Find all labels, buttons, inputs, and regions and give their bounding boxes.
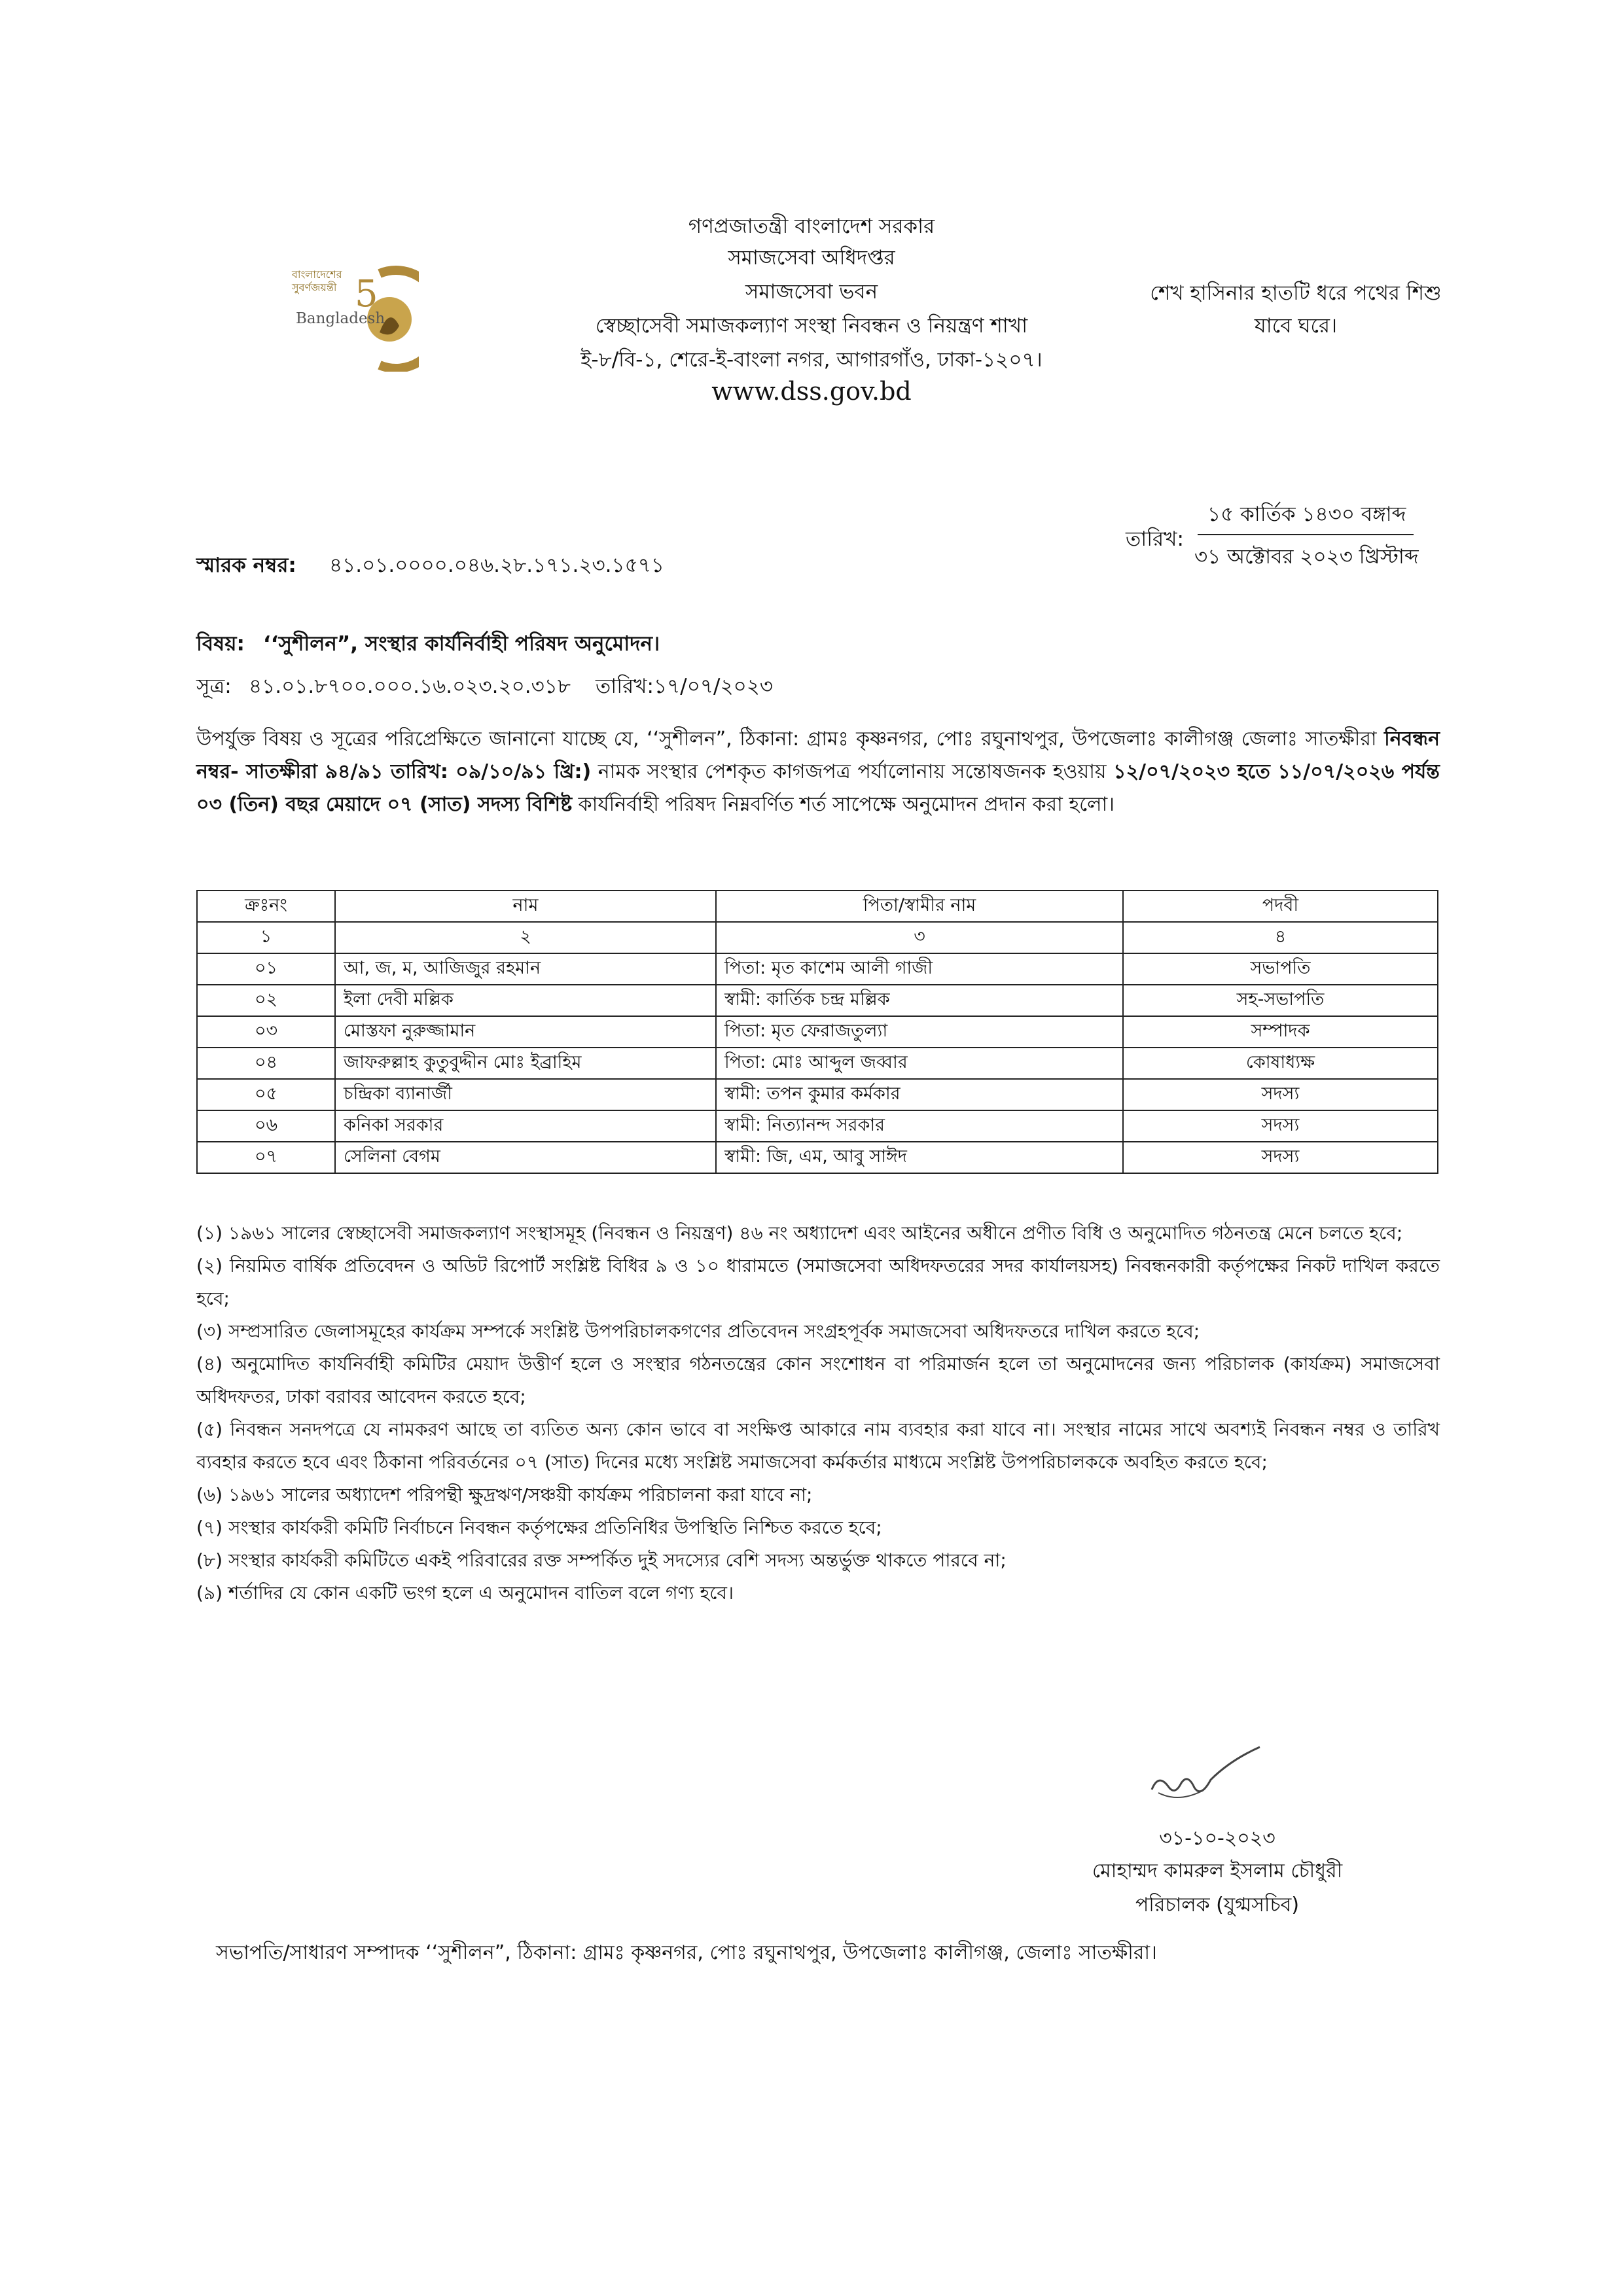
parent-cell: স্বামী: জি, এম, আবু সাঈদ xyxy=(716,1142,1123,1173)
designation-cell: সহ-সভাপতি xyxy=(1123,985,1438,1016)
designation-cell: সভাপতি xyxy=(1123,953,1438,985)
condition-item: (৭) সংস্থার কার্যকরী কমিটি নির্বাচনে নিবন্ধন কর্তৃপক্ষের প্রতিনিধির উপস্থিতি নিশ্চিত করতে হবে; xyxy=(196,1517,882,1538)
parent-cell: পিতা: মৃত কাশেম আলী গাজী xyxy=(716,953,1123,985)
header-branch: স্বেচ্ছাসেবী সমাজকল্যাণ সংস্থা নিবন্ধন ও নিয়ন্ত্রণ শাখা xyxy=(595,314,1028,338)
subject-text: ‘‘সুশীলন”, সংস্থার কার্যনির্বাহী পরিষদ অনুমোদন। xyxy=(263,632,660,656)
numbering-cell: ২ xyxy=(335,922,716,953)
reference-date: তারিখ:১৭/০৭/২০২৩ xyxy=(596,675,774,698)
conditions-list xyxy=(196,1217,1440,1610)
body-part-a: উপর্যুক্ত বিষয় ও সূত্রের পরিপ্রেক্ষিতে জানানো যাচ্ছে যে, ‘‘সুশীলন”, ঠিকানা: গ্রামঃ কৃষ্ণনগর, পোঃ রঘুনাথপুর, উপজেলাঃ কালীগঞ্জ জেলাঃ সাতক্ষীরা xyxy=(196,728,1377,751)
logo-bangla-text: বাংলাদেশের সুবর্ণজয়ন্তী xyxy=(292,268,342,294)
signatory-designation: পরিচালক (যুগ্মসচিব) xyxy=(1135,1894,1300,1916)
body-part-d: ১২/০৭/২০২৩ হতে ১১/০৭/২০২৬ পর্যন্ত ০৩ (তিন) বছর মেয়াদে ০৭ (সাত) সদস্য বিশিষ্ট xyxy=(196,760,1440,816)
table-header-row xyxy=(197,891,1438,922)
recipient-line: সভাপতি/সাধারণ সম্পাদক ‘‘সুশীলন”, ঠিকানা: গ্রামঃ কৃষ্ণনগর, পোঃ রঘুনাথপুর, উপজেলাঃ কালীগঞ্জ, জেলাঃ সাতক্ষীরা। xyxy=(216,1941,1157,1964)
signature-date: ৩১-১০-২০২৩ xyxy=(1159,1827,1275,1850)
serial-cell: ০৬ xyxy=(197,1110,335,1142)
memo-label: স্মারক নম্বর: xyxy=(196,554,296,577)
body-paragraph xyxy=(196,723,1440,821)
name-cell: আ, জ, ম, আজিজুর রহমান xyxy=(335,953,716,985)
designation-cell: কোষাধ্যক্ষ xyxy=(1123,1048,1438,1079)
slogan-line-2: যাবে ঘরে। xyxy=(1254,314,1338,338)
numbering-cell: ৪ xyxy=(1123,922,1438,953)
committee-table xyxy=(196,890,1438,1174)
condition-item: (৮) সংস্থার কার্যকরী কমিটিতে একই পরিবারের রক্ত সম্পর্কিত দুই সদস্যের বেশি সদস্য অন্তর্ভুক্ত থাকতে পারবে না; xyxy=(196,1549,1007,1571)
date-label: তারিখ: xyxy=(1126,527,1184,551)
designation-cell: সদস্য xyxy=(1123,1110,1438,1142)
table-row xyxy=(197,1079,1438,1110)
numbering-cell: ৩ xyxy=(716,922,1123,953)
parent-cell: পিতা: মৃত ফেরাজতুল্যা xyxy=(716,1016,1123,1048)
table-numbering-row xyxy=(197,922,1438,953)
parent-cell: স্বামী: তপন কুমার কর্মকার xyxy=(716,1079,1123,1110)
body-part-b: নিবন্ধন নম্বর- সাতক্ষীরা ৯৪/৯১ তারিখ: ০৯/১০/৯১ খ্রি:) xyxy=(196,728,1440,783)
condition-item: (৫) নিবন্ধন সনদপত্রে যে নামকরণ আছে তা ব্যতিত অন্য কোন ভাবে বা সংক্ষিপ্ত আকারে নাম ব্যবহার করা যাবে না। সংস্থার নামের সাথে অবশ্যই নিবন্ধন নম্বর ও তারিখ ব্যবহার করতে হবে এবং ঠিকানা পরিবর্তনের ০৭ (সাত) দিনের মধ্যে সংশ্লিষ্ট সমাজসেবা কর্মকর্তার মাধ্যমে সংশ্লিষ্ট উপপরিচালককে অবহিত করতে হবে; xyxy=(196,1419,1440,1473)
name-cell: মোস্তফা নুরুজ্জামান xyxy=(335,1016,716,1048)
serial-cell: ০১ xyxy=(197,953,335,985)
table-row xyxy=(197,1142,1438,1173)
svg-text:5: 5 xyxy=(355,273,378,315)
condition-item: (৩) সম্প্রসারিত জেলাসমূহের কার্যক্রম সম্পর্কে সংশ্লিষ্ট উপপরিচালকগণের প্রতিবেদন সংগ্রহপূর্বক সমাজসেবা অধিদফতরে দাখিল করতে হবে; xyxy=(196,1320,1200,1342)
name-cell: জাফরুল্লাহ কুতুবুদ্দীন মোঃ ইব্রাহিম xyxy=(335,1048,716,1079)
date-bangla: ১৫ কার্তিক ১৪৩০ বঙ্গাব্দ xyxy=(1207,503,1406,526)
name-cell: ইলা দেবী মল্লিক xyxy=(335,985,716,1016)
header-designation: পদবী xyxy=(1123,891,1438,922)
serial-cell: ০৫ xyxy=(197,1079,335,1110)
condition-item: (১) ১৯৬১ সালের স্বেচ্ছাসেবী সমাজকল্যাণ সংস্থাসমূহ (নিবন্ধন ও নিয়ন্ত্রণ) ৪৬ নং অধ্যাদেশ এবং আইনের অধীনে প্রণীত বিধি ও অনুমোদিত গঠনতন্ত্র মেনে চলতে হবে; xyxy=(196,1222,1403,1244)
name-cell: চন্দ্রিকা ব্যানার্জী xyxy=(335,1079,716,1110)
name-cell: কনিকা সরকার xyxy=(335,1110,716,1142)
condition-item: (২) নিয়মিত বার্ষিক প্রতিবেদন ও অডিট রিপোর্ট সংশ্লিষ্ট বিধির ৯ ও ১০ ধারামতে (সমাজসেবা অধিদফতরের সদর কার্যালয়সহ) নিবন্ধনকারী কর্তৃপক্ষের নিকট দাখিল করতে হবে; xyxy=(196,1255,1440,1309)
numbering-cell: ১ xyxy=(197,922,335,953)
body-part-c: নামক সংস্থার পেশকৃত কাগজপত্র পর্যালোনায় সন্তোষজনক হওয়ায় xyxy=(591,760,1114,783)
header-department: সমাজসেবা অধিদপ্তর xyxy=(728,246,895,270)
header-address: ই-৮/বি-১, শেরে-ই-বাংলা নগর, আগারগাঁও, ঢাকা-১২০৭। xyxy=(580,348,1043,372)
serial-cell: ০২ xyxy=(197,985,335,1016)
body-part-e: কার্যনির্বাহী পরিষদ নিম্নবর্ণিত শর্ত সাপেক্ষে অনুমোদন প্রদান করা হলো। xyxy=(572,793,1115,816)
header-government: গণপ্রজাতন্ত্রী বাংলাদেশ সরকার xyxy=(688,215,935,238)
reference-number: ৪১.০১.৮৭০০.০০০.১৬.০২৩.২০.৩১৮ xyxy=(249,675,571,698)
parent-cell: স্বামী: কার্তিক চন্দ্র মল্লিক xyxy=(716,985,1123,1016)
date-divider xyxy=(1198,534,1414,535)
designation-cell: সদস্য xyxy=(1123,1079,1438,1110)
designation-cell: সম্পাদক xyxy=(1123,1016,1438,1048)
table-row xyxy=(197,1110,1438,1142)
subject-label: বিষয়: xyxy=(196,632,245,656)
parent-cell: স্বামী: নিত্যানন্দ সরকার xyxy=(716,1110,1123,1142)
serial-cell: ০৭ xyxy=(197,1142,335,1173)
table-row xyxy=(197,1048,1438,1079)
logo-bangladesh-text: Bangladesh xyxy=(296,310,385,327)
header-website[interactable]: www.dss.gov.bd xyxy=(711,377,912,406)
condition-item: (৯) শর্তাদির যে কোন একটি ভংগ হলে এ অনুমোদন বাতিল বলে গণ্য হবে। xyxy=(196,1582,734,1604)
table-row xyxy=(197,953,1438,985)
date-english: ৩১ অক্টোবর ২০২৩ খ্রিস্টাব্দ xyxy=(1194,545,1419,569)
table-row xyxy=(197,1016,1438,1048)
name-cell: সেলিনা বেগম xyxy=(335,1142,716,1173)
designation-cell: সদস্য xyxy=(1123,1142,1438,1173)
table-row xyxy=(197,985,1438,1016)
memo-number: ৪১.০১.০০০০.০৪৬.২৮.১৭১.২৩.১৫৭১ xyxy=(329,554,665,577)
header-name: নাম xyxy=(335,891,716,922)
header-father-husband: পিতা/স্বামীর নাম xyxy=(716,891,1123,922)
parent-cell: পিতা: মোঃ আব্দুল জব্বার xyxy=(716,1048,1123,1079)
header-building: সমাজসেবা ভবন xyxy=(745,280,878,304)
header-serial: ক্রঃনং xyxy=(197,891,335,922)
signatory-name: মোহাম্মদ কামরুল ইসলাম চৌধুরী xyxy=(1092,1860,1343,1882)
serial-cell: ০৪ xyxy=(197,1048,335,1079)
condition-item: (৬) ১৯৬১ সালের অধ্যাদেশ পরিপন্থী ক্ষুদ্রঋণ/সঞ্চয়ী কার্যক্রম পরিচালনা করা যাবে না; xyxy=(196,1484,813,1506)
slogan-line-1: শেখ হাসিনার হাতটি ধরে পথের শিশু xyxy=(1150,281,1442,305)
serial-cell: ০৩ xyxy=(197,1016,335,1048)
condition-item: (৪) অনুমোদিত কার্যনির্বাহী কমিটির মেয়াদ উত্তীর্ণ হলে ও সংস্থার গঠনতন্ত্রের কোন সংশোধন বা পরিমার্জন হলে তা অনুমোদনের জন্য পরিচালক (কার্যক্রম) সমাজসেবা অধিদফতর, ঢাকা বরাবর আবেদন করতে হবে; xyxy=(196,1353,1440,1407)
reference-label: সূত্র: xyxy=(196,675,232,698)
signature-scribble xyxy=(1139,1740,1270,1815)
